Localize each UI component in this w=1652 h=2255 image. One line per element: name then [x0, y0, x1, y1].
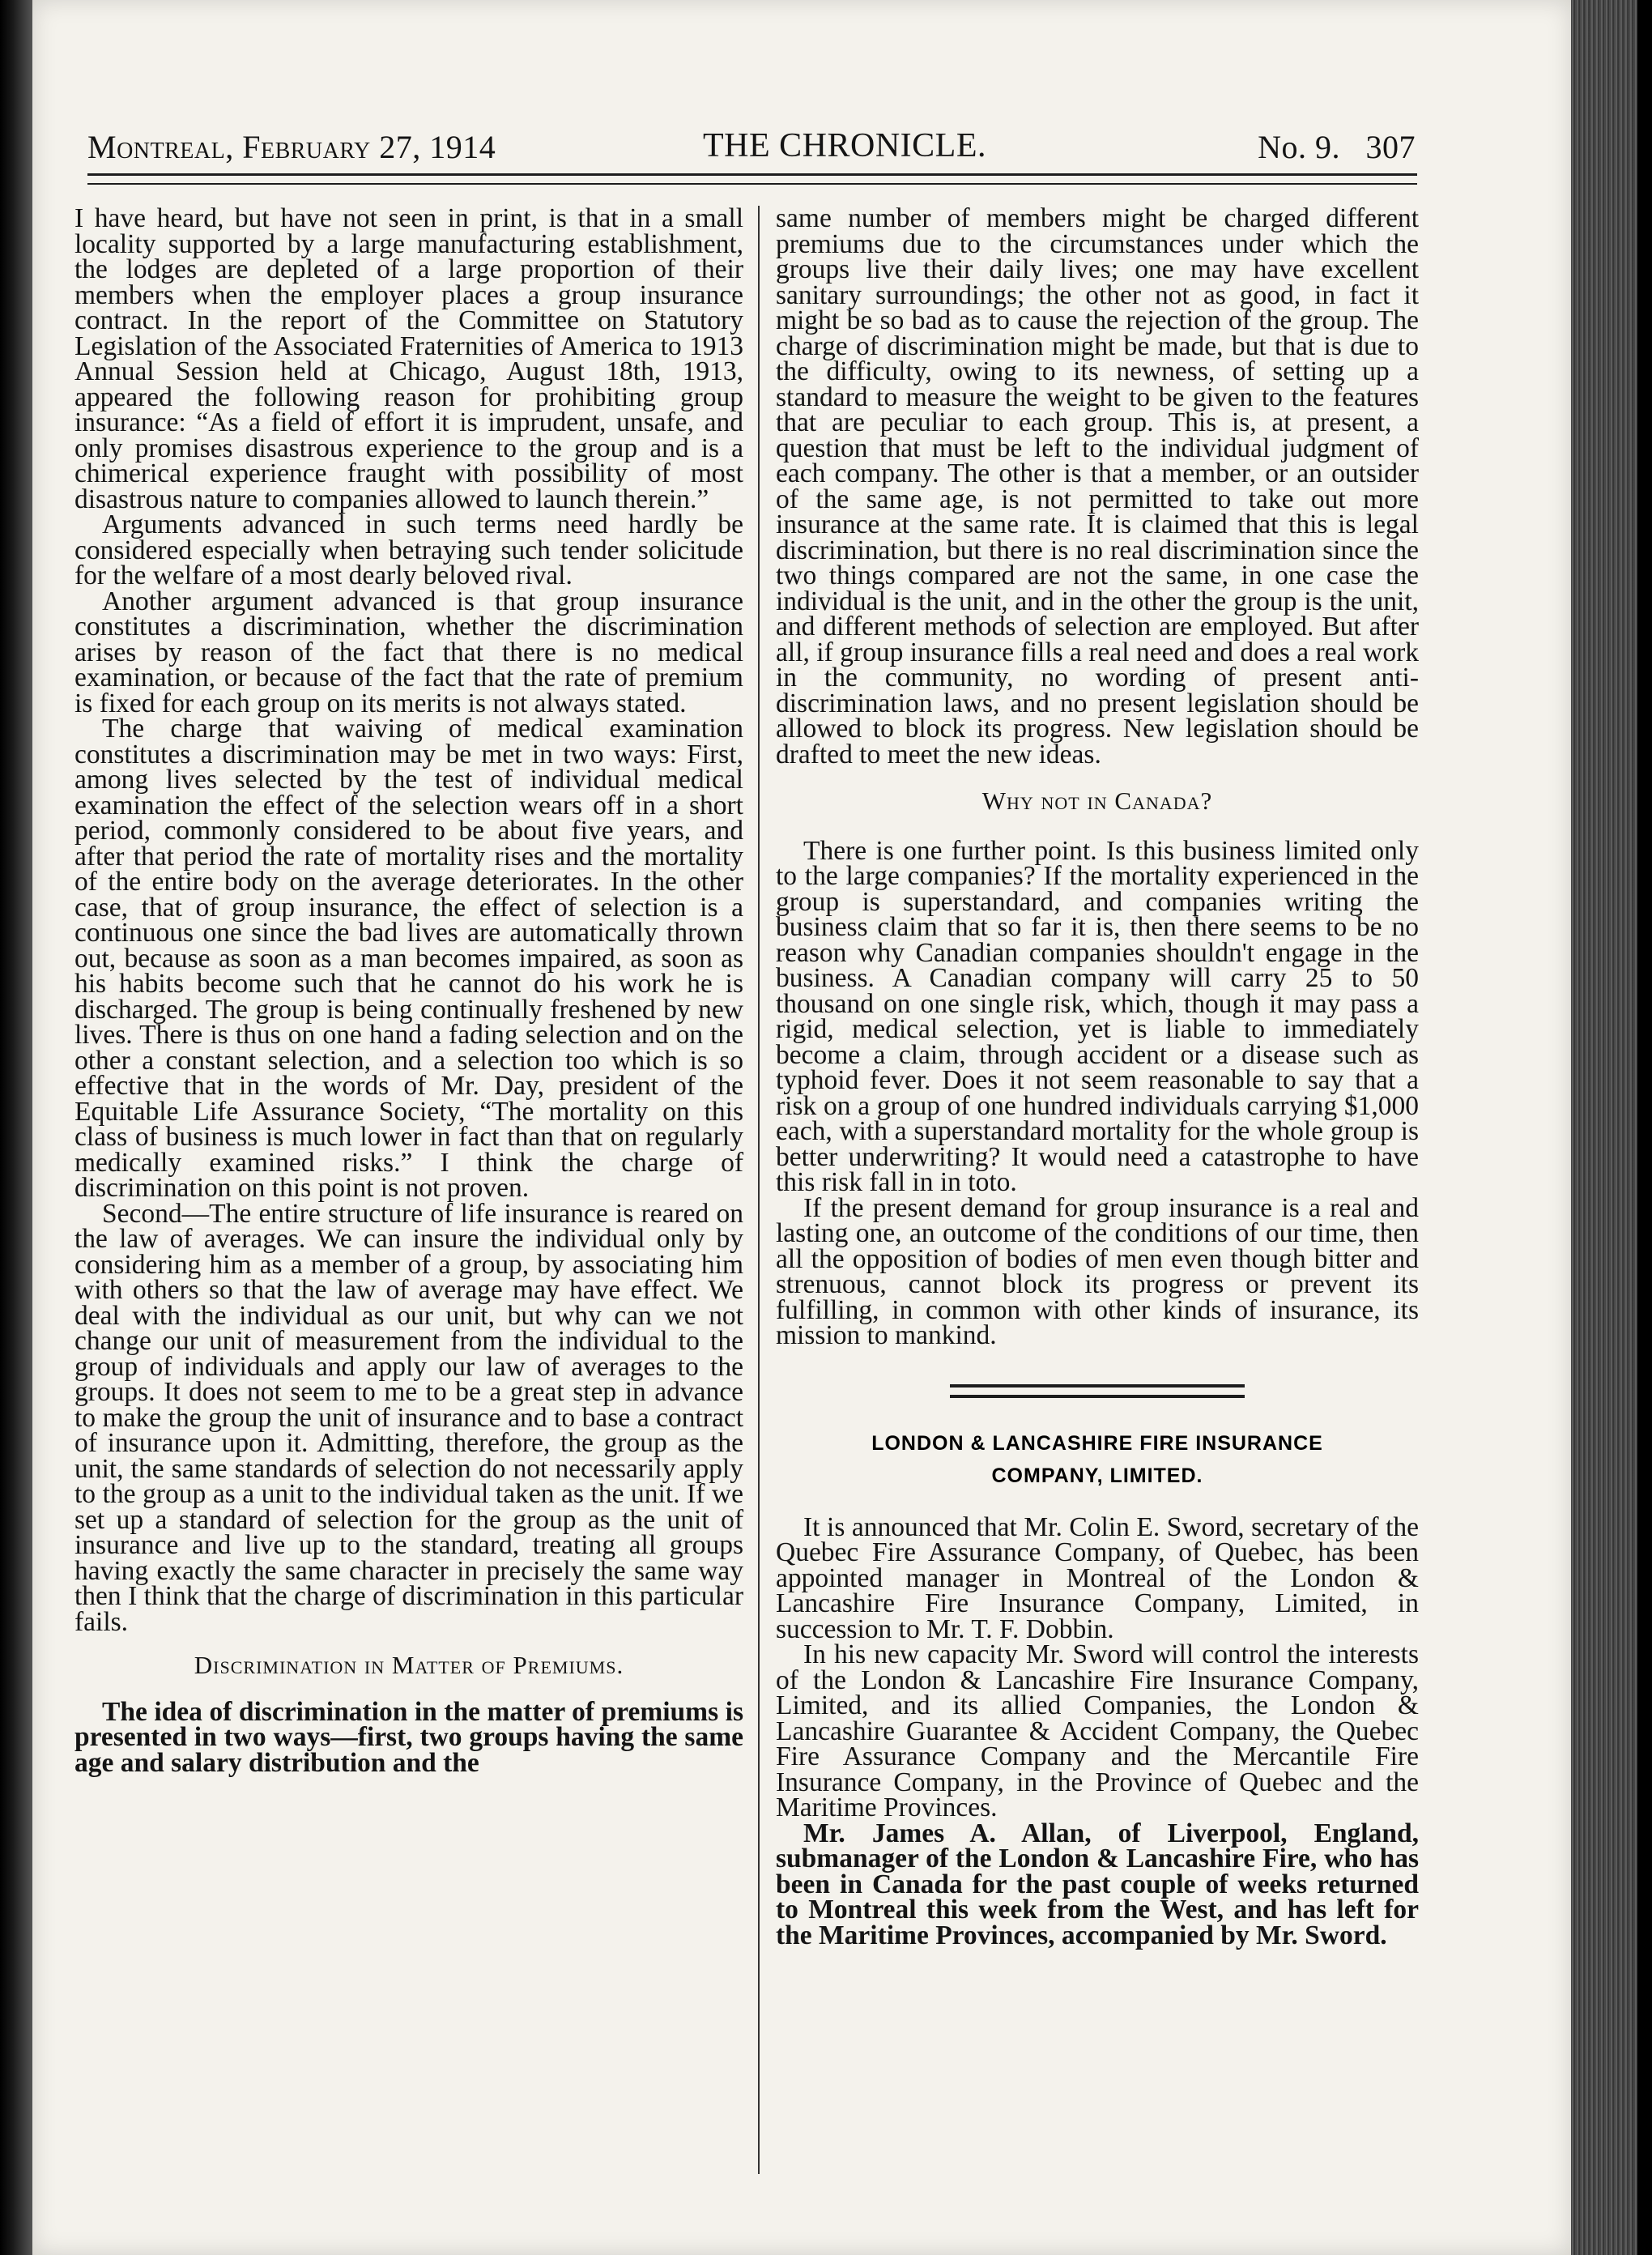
paragraph: same number of members might be charged different premiums due to the circumstances under which the groups live their daily lives; one may have excellent sanitary surroundings; the other not as good, in fact it might be so bad as to cause the rejection of the group. The charge of discrimination might be made, but that is due to the difficulty, owing to its newness, of setting up a standard to measure the weight to be given to the features that are peculiar to each group. This is, at present, a question that must be left to the individual judgment of each company. The other is that a member, or an outsider of the same age, is not permitted to take out more insurance at the same rate. It is claimed that this is legal discrimination, but there is no real discrimination since the two things compared are not the same, in one case the individual is the unit, and in the other the group is the unit, and different methods of selection are employed. But after all, if group insurance fills a real need and does a real work in the community, no wording of present anti-discrimination laws, and no present legislation should be allowed to block its progress. New legislation should be drafted to meet the new ideas. [776, 203, 1419, 769]
paragraph: Arguments advanced in such terms need hardly be considered especially when betraying such tender solicitude for the welfare of a most dearly beloved rival. [75, 509, 743, 590]
edge-shadow [1637, 0, 1652, 2255]
paragraph: Mr. James A. Allan, of Liverpool, England, submanager of the London & Lancashire Fire, who has been in Canada for the past couple of weeks returned to Montreal this week from the West, and has left for the Maritime Provinces, accompanied by Mr. Sword. [776, 1818, 1419, 1950]
article-separator [950, 1384, 1245, 1398]
paragraph: I have heard, but have not seen in print, is that in a small locality supported by a large manufacturing establishment, the lodges are depleted of a large proportion of their members when the employer places a group insurance contract. In the report of the Committee on Statutory Legislation of the Associated Fraternities of America to 1913 Annual Session held at Chicago, August 18th, 1913, appeared the following reason for prohibiting group insurance: “As a field of effort it is imprudent, unsafe, and only promises disastrous experience to the group and is a chimerical experience fraught with possibility of most disastrous nature to companies allowed to launch therein.” [75, 203, 743, 514]
header-page-number: No. 9. 307 [1258, 129, 1416, 165]
paragraph: The charge that waiving of medical examination constitutes a discrimination may be met in two ways: First, among lives selected by the test of individual medical examination the effect of the selection wears off in a short period, commonly considered to be about five years, and after that period the rate of mortality rises and the mortality of the entire body on the average deteriorates. In the other case, that of group insurance, the effect of selection is a continuous one since the bad lives are automatically thrown out, because as soon as a man becomes impaired, as soon as his habits become such that he cannot do his work he is discharged. The group is being continually freshened by new lives. There is thus on one hand a fading selection and on the other a constant selection, and a selection too which is so effective that in the words of Mr. Day, president of the Equitable Life Assurance Society, “The mortality on this class of business is much lower in fact than that on regularly medically examined risks.” I think the charge of discrimination on this point is not proven. [75, 714, 743, 1203]
paragraph: There is one further point. Is this business limited only to the large companies? If the mortality experienced in the group is superstandard, and companies writing the business claim that so far it is, then there seems to be no reason why Canadian companies shouldn't engage in the business. A Canadian company will carry 25 to 50 thousand on one single risk, which, though it may pass a rigid, medical selection, yet is liable to immediately become a claim, through accident or a disease such as typhoid fever. Does it not seem reasonable to say that a risk on a group of one hundred individuals carrying $1,000 each, with a superstandard mortality for the whole group is better underwriting? It would need a catastrophe to have this risk fall in in toto. [776, 835, 1419, 1197]
article-heading [776, 1427, 1419, 1492]
right-column [776, 203, 1419, 1950]
left-column [75, 203, 743, 1778]
paragraph: It is announced that Mr. Colin E. Sword, secretary of the Quebec Fire Assurance Company, of Quebec, has been appointed manager in Montreal of the London & Lancashire Fire Insurance Company, Limited, in succession to Mr. T. F. Dobbin. [776, 1511, 1419, 1644]
column-divider [758, 206, 760, 2174]
header-date: Montreal, February 27, 1914 [87, 129, 496, 165]
running-header [87, 121, 1416, 170]
page-stack-edge [1571, 0, 1652, 2255]
article-heading-line: LONDON & LANCASHIRE FIRE INSURANCE [871, 1431, 1323, 1455]
article-heading-line: COMPANY, LIMITED. [991, 1464, 1203, 1487]
paragraph: Second—The entire structure of life insurance is reared on the law of averages. We can insure the individual only by considering him as a member of a group, by associating him with others so that the law of average may have effect. We deal with the individual as our unit, but why can we not change our unit of measurement from the individual to the group of individuals and apply our law of averages to the groups. It does not seem to me to be a great step in advance to make the group the unit of insurance and to base a contract of insurance upon it. Admitting, therefore, the group as the unit, the same standards of selection do not necessarily apply to the group as a unit to the individual taken as the unit. If we set up a standard of selection for the group as the unit of insurance and live up to the standard, treating all groups having exactly the same character in precisely the same way then I think that the charge of discrimination in this particular fails. [75, 1198, 743, 1637]
book-binding-shadow [0, 0, 32, 2255]
header-rule [87, 173, 1417, 185]
section-heading: Discrimination in Matter of Premiums. [194, 1651, 624, 1679]
paragraph: Another argument advanced is that group insurance constitutes a discrimination, whether the discrimination arises by reason of the fact that there is no medical examination, or because of the fact that the rate of premium is fixed for each group on its merits is not always stated. [75, 586, 743, 718]
paragraph: In his new capacity Mr. Sword will control the interests of the London & Lancashire Fire Insurance Company, Limited, and its allied Companies, the London & Lancashire Guarantee & Accident Company, the Quebec Fire Assurance Company and the Mercantile Fire Insurance Company, in the Province of Quebec and the Maritime Provinces. [776, 1639, 1419, 1822]
section-heading: Why not in Canada? [981, 786, 1213, 815]
paragraph: The idea of discrimination in the matter of premiums is presented in two ways—first, two groups having the same age and salary distribution and the [75, 1696, 743, 1778]
paragraph: If the present demand for group insurance is a real and lasting one, an outcome of the conditions of our time, then all the opposition of bodies of men even though bitter and strenuous, cannot block its progress or prevent its fulfilling, in common with other kinds of insurance, its mission to mankind. [776, 1192, 1419, 1350]
header-title: THE CHRONICLE. [703, 127, 986, 164]
